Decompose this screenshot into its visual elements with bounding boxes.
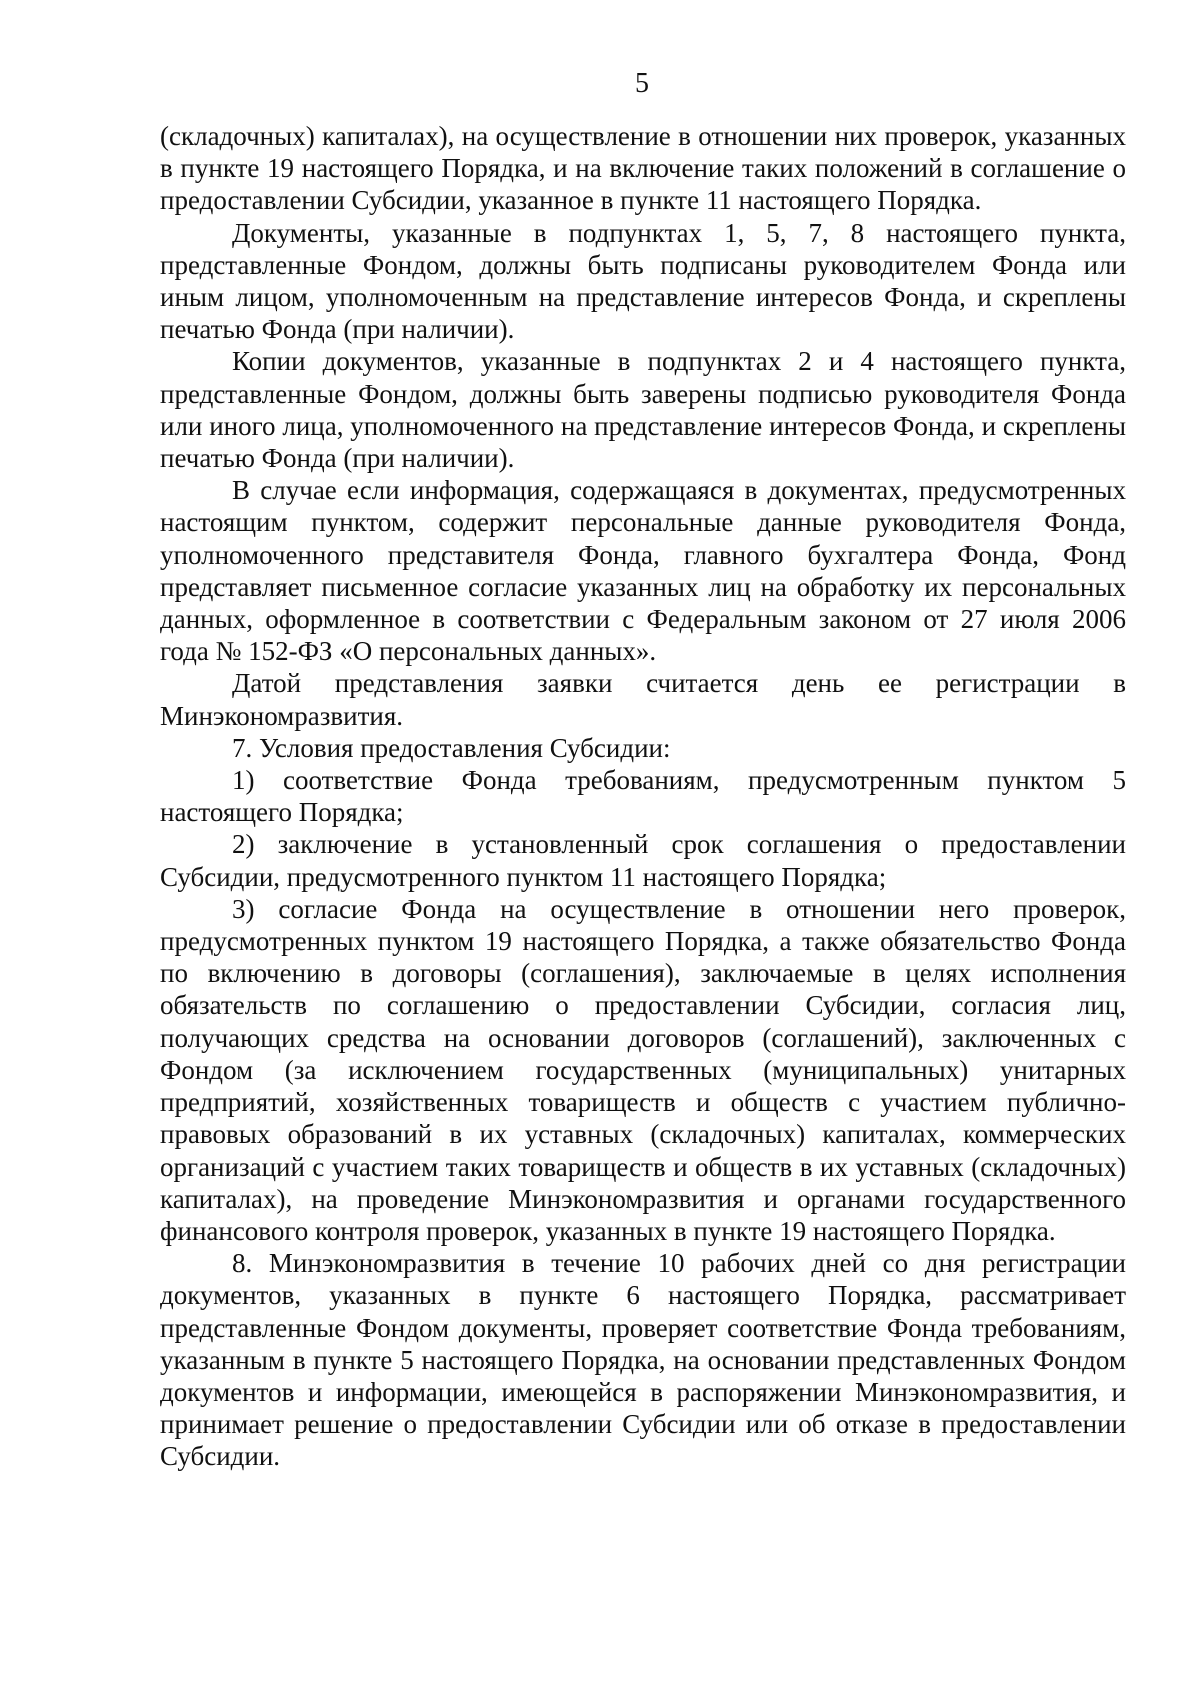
paragraph-application-date: Датой представления заявки считается день ее регистрации в Минэкономразвития. bbox=[160, 668, 1126, 731]
section-7-heading: 7. Условия предоставления Субсидии: bbox=[232, 732, 671, 763]
page-number: 5 bbox=[635, 68, 649, 99]
paragraph-continuation: (складочных) капиталах), на осуществление в отношении них проверок, указанных в пункте 19 настоящего Порядка, и на включение таких положений в соглашение о предоставлении Субсидии, указанное в пункте 11 настоящего Порядка. bbox=[160, 121, 1126, 216]
condition-item-3: 3) согласие Фонда на осуществление в отношении него проверок, предусмотренных пунктом 19 настоящего Порядка, а также обязательство Фонда по включению в договоры (соглашения), заключаемые в целях исполнения обязательств по соглашению о предоставлении Субсидии, согласия лиц, получающих средства на основании договоров (соглашений), заключенных с Фондом (за исключением государственных (муниципальных) унитарных предприятий, хозяйственных товариществ и обществ с участием публично-правовых образований в их уставных (складочных) капиталах, коммерческих организаций с участием таких товариществ и обществ в их уставных (складочных) капиталах), на проведение Минэкономразвития и органами государственного финансового контроля проверок, указанных в пункте 19 настоящего Порядка. bbox=[160, 893, 1126, 1246]
paragraph-personal-data-consent: В случае если информация, содержащаяся в документах, предусмотренных настоящим пунктом, содержит персональные данные руководителя Фонда, уполномоченного представителя Фонда, главного бухгалтера Фонда, Фонд представляет письменное согласие указанных лиц на обработку их персональных данных, оформленное в соответствии с Федеральным законом от 27 июля 2006 года № 152-ФЗ «О персональных данных». bbox=[160, 475, 1126, 667]
condition-item-2: 2) заключение в установленный срок соглашения о предоставлении Субсидии, предусмотренного пунктом 11 настоящего Порядка; bbox=[160, 829, 1126, 892]
paragraph-copies-certification: Копии документов, указанные в подпунктах 2 и 4 настоящего пункта, представленные Фондом, должны быть заверены подписью руководителя Фонда или иного лица, уполномоченного на представление интересов Фонда, и скреплены печатью Фонда (при наличии). bbox=[160, 346, 1126, 474]
condition-item-1: 1) соответствие Фонда требованиям, предусмотренным пунктом 5 настоящего Порядка; bbox=[160, 765, 1126, 828]
section-8-paragraph: 8. Минэкономразвития в течение 10 рабочих дней со дня регистрации документов, указанных в пункте 6 настоящего Порядка, рассматривает представленные Фондом документы, проверяет соответствие Фонда требованиям, указанным в пункте 5 настоящего Порядка, на основании представленных Фондом документов и информации, имеющейся в распоряжении Минэкономразвития, и принимает решение о предоставлении Субсидии или об отказе в предоставлении Субсидии. bbox=[160, 1248, 1126, 1472]
paragraph-signature-requirements: Документы, указанные в подпунктах 1, 5, 7, 8 настоящего пункта, представленные Фондом, должны быть подписаны руководителем Фонда или иным лицом, уполномоченным на представление интересов Фонда, и скреплены печатью Фонда (при наличии). bbox=[160, 217, 1126, 345]
document-body bbox=[160, 120, 1126, 1473]
